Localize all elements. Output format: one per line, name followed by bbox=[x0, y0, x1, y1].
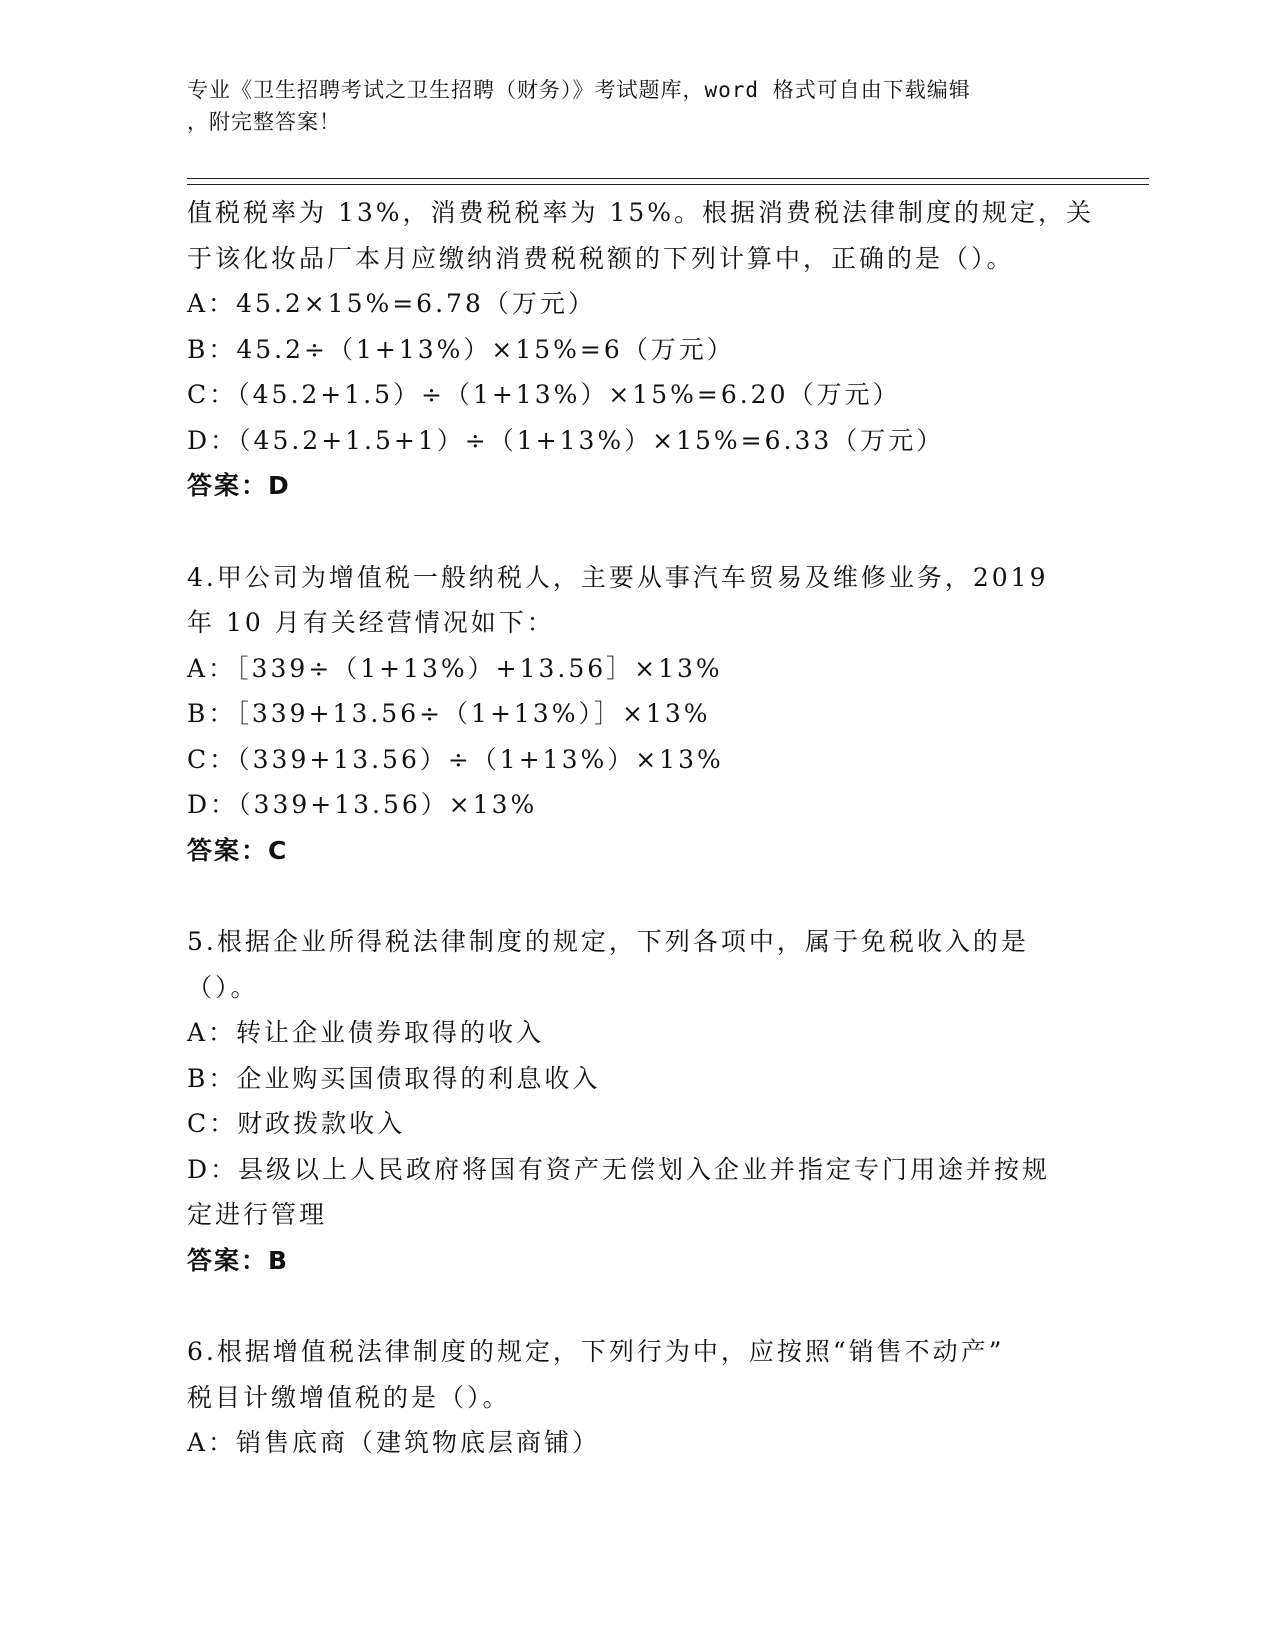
header-line-1: 专业《卫生招聘考试之卫生招聘（财务）》考试题库，word 格式可自由下载编辑 bbox=[187, 78, 971, 102]
spacer bbox=[187, 873, 1087, 919]
option-d: D：县级以上人民政府将国有资产无偿划入企业并指定专门用途并按规 bbox=[187, 1154, 1051, 1184]
question-stem: 5.根据企业所得税法律制度的规定，下列各项中，属于免税收入的是 bbox=[187, 927, 1029, 956]
option-c: C：财政拨款收入 bbox=[187, 1109, 406, 1138]
option-d: D：（45.2+1.5+1）÷（1+13%）×15%=6.33（万元） bbox=[187, 425, 945, 455]
question-stem: 6.根据增值税法律制度的规定，下列行为中，应按照“销售不动产” bbox=[187, 1337, 1005, 1366]
answer: 答案：D bbox=[187, 471, 291, 500]
option-d-continued: 定进行管理 bbox=[187, 1200, 328, 1229]
question-stem: 税目计缴增值税的是（）。 bbox=[187, 1382, 511, 1412]
option-a: A：转让企业债券取得的收入 bbox=[187, 1018, 545, 1047]
header-divider-top bbox=[187, 178, 1149, 179]
answer: 答案：B bbox=[187, 1245, 290, 1275]
option-d: D：（339+13.56）×13% bbox=[187, 790, 538, 819]
option-b: B：企业购买国债取得的利息收入 bbox=[187, 1063, 601, 1093]
question-stem: 4.甲公司为增值税一般纳税人，主要从事汽车贸易及维修业务，2019 bbox=[187, 562, 1049, 592]
header-line-2: ，附完整答案！ bbox=[187, 110, 341, 134]
option-a: A：［339÷（1+13%）+13.56］×13% bbox=[187, 653, 723, 683]
header-divider-bottom bbox=[187, 184, 1149, 185]
question-6 bbox=[187, 1329, 1087, 1466]
question-4 bbox=[187, 555, 1087, 874]
question-list bbox=[187, 190, 1095, 1466]
option-a: A：销售底商（建筑物底层商铺） bbox=[187, 1428, 601, 1457]
spacer bbox=[187, 1283, 1087, 1329]
option-c: C：（45.2+1.5）÷（1+13%）×15%=6.20（万元） bbox=[187, 380, 901, 409]
question-stem: （）。 bbox=[187, 972, 259, 1002]
option-b: B：［339+13.56÷（1+13%）］×13% bbox=[187, 699, 711, 728]
question-stem: 于该化妆品厂本月应缴纳消费税税额的下列计算中，正确的是（）。 bbox=[187, 243, 1015, 273]
option-a: A：45.2×15%=6.78（万元） bbox=[187, 289, 596, 318]
spacer bbox=[187, 509, 1087, 555]
question-3 bbox=[187, 190, 1095, 509]
document-header bbox=[187, 74, 1067, 138]
answer: 答案：C bbox=[187, 835, 289, 865]
option-b: B：45.2÷（1+13%）×15%=6（万元） bbox=[187, 334, 735, 364]
question-stem: 年 10 月有关经营情况如下： bbox=[187, 608, 555, 637]
question-stem: 值税税率为 13%，消费税税率为 15%。根据消费税法律制度的规定，关 bbox=[187, 198, 1095, 227]
question-5 bbox=[187, 919, 1087, 1283]
option-c: C：（339+13.56）÷（1+13%）×13% bbox=[187, 744, 724, 774]
